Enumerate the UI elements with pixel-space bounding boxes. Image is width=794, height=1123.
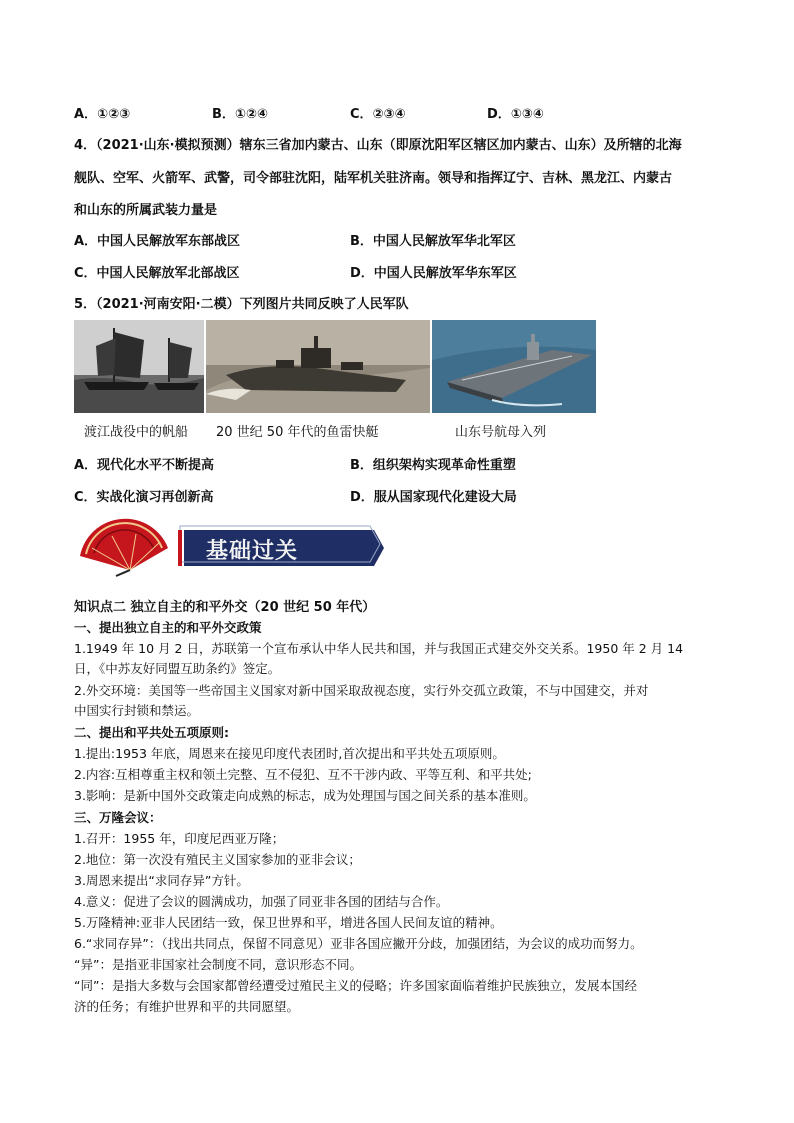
knowledge-point-title: 知识点二 独立自主的和平外交（20 世纪 50 年代） [74,600,376,615]
section-3-line-8: “同”：是指大多数与会国家都曾经遭受过殖民主义的侵略；许多国家面临着维护民族独立，发展本国经 [74,978,637,993]
section-3-line-7: “异”：是指亚非国家社会制度不同，意识形态不同。 [74,957,362,972]
q4-stem-line3: 和山东的所属武装力量是 [74,203,218,218]
section-2-line-2: 2.内容:互相尊重主权和领土完整、互不侵犯、互不干涉内政、平等互利、和平共处; [74,767,532,782]
q3-option-a: A．①②③ [74,107,131,122]
section-2-line-3: 3.影响：是新中国外交政策走向成熟的标志，成为处理国与国之间关系的基本准则。 [74,788,536,803]
q3-option-b: B．①②④ [212,107,268,122]
aircraft-carrier-photo [432,320,596,413]
section-1-line-4: 中国实行封锁和禁运。 [74,703,200,718]
torpedo-boat-photo [206,320,430,413]
q4-option-c: C．中国人民解放军北部战区 [74,266,240,281]
section-2-line-1: 1.提出:1953 年底，周恩来在接见印度代表团时,首次提出和平共处五项原则。 [74,746,505,761]
q4-option-b: B．中国人民解放军华北军区 [350,234,516,249]
q4-option-d: D．中国人民解放军华东军区 [350,266,517,281]
section-1-line-2: 日，《中苏友好同盟互助条约》签定。 [74,661,281,676]
q3-option-c: C．②③④ [350,107,406,122]
section-3-line-5: 5.万隆精神:亚非人民团结一致，保卫世界和平，增进各国人民间友谊的精神。 [74,915,503,930]
section-3-line-3: 3.周恩来提出“求同存异”方针。 [74,873,249,888]
section-3-line-9: 济的任务；有维护世界和平的共同愿望。 [74,999,300,1014]
q4-stem-line1: 4．（2021·山东·模拟预测）辖东三省加内蒙古、山东（即原沈阳军区辖区加内蒙古、山东）及所辖的北海 [74,138,682,153]
section-banner [72,518,392,578]
caption-carrier: 山东号航母入列 [455,425,547,440]
section-1-line-3: 2.外交环境：美国等一些帝国主义国家对新中国采取敌视态度，实行外交孤立政策，不与中国建交，并对 [74,683,649,698]
banner-title: 基础过关 [206,538,299,564]
caption-torpedo-boat: 20 世纪 50 年代的鱼雷快艇 [216,425,379,440]
section-3-title: 三、万隆会议： [74,810,162,825]
section-3-line-6: 6.“求同存异”：（找出共同点，保留不同意见）亚非各国应撇开分歧，加强团结，为会议的成功而努力。 [74,936,643,951]
section-2-title: 二、提出和平共处五项原则: [74,725,229,740]
section-3-line-1: 1.召开：1955 年，印度尼西亚万隆； [74,831,285,846]
caption-sailboat: 渡江战役中的帆船 [84,425,189,440]
q5-option-a: A．现代化水平不断提高 [74,458,215,473]
q4-stem-line2: 舰队、空军、火箭军、武警，司令部驻沈阳，陆军机关驻济南。领导和指挥辽宁、吉林、黑龙江、内蒙古 [74,171,673,186]
section-3-line-2: 2.地位：第一次没有殖民主义国家参加的亚非会议； [74,852,361,867]
q3-option-d: D．①③④ [487,107,544,122]
q5-option-c: C．实战化演习再创新高 [74,490,214,505]
q5-stem: 5．（2021·河南安阳·二模）下列图片共同反映了人民军队 [74,297,409,312]
sailboat-photo [74,320,204,413]
section-3-line-4: 4.意义：促进了会议的圆满成功，加强了同亚非各国的团结与合作。 [74,894,449,909]
section-1-title: 一、提出独立自主的和平外交政策 [74,620,262,635]
q5-option-b: B．组织架构实现革命性重塑 [350,458,516,473]
q4-option-a: A．中国人民解放军东部战区 [74,234,241,249]
q5-option-d: D．服从国家现代化建设大局 [350,490,517,505]
section-1-line-1: 1.1949 年 10 月 2 日，苏联第一个宣布承认中华人民共和国，并与我国正式建交外交关系。1950 年 2 月 14 [74,641,684,656]
